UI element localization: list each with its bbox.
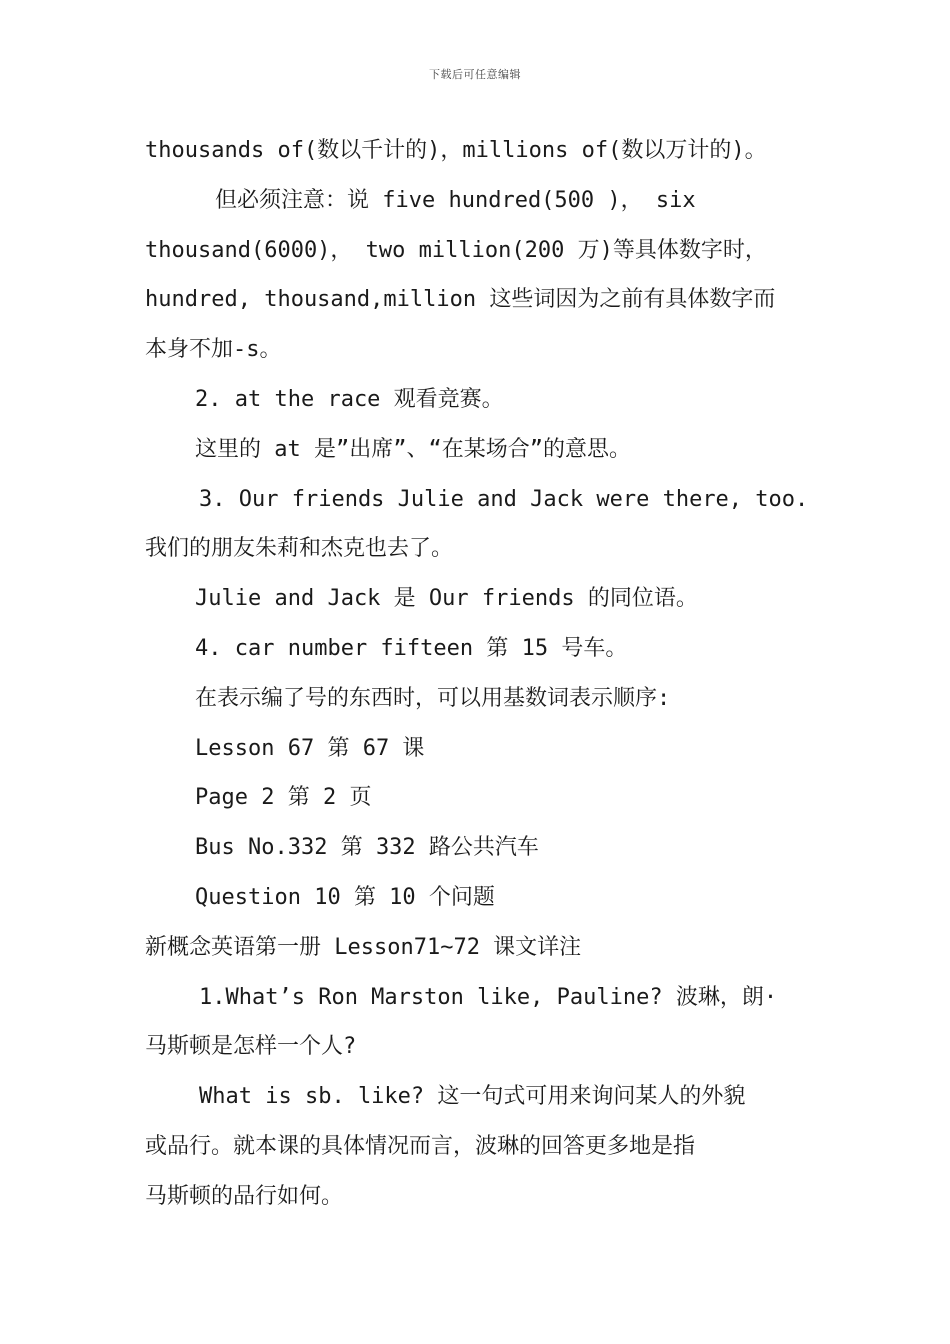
text-line: Bus No.332 第 332 路公共汽车 — [195, 835, 539, 861]
text-line: Question 10 第 10 个问题 — [195, 884, 495, 910]
text-line: 本身不加-s。 — [145, 337, 282, 363]
text-line: What is sb. like? 这一句式可用来询问某人的外貌 — [199, 1084, 746, 1110]
section-heading: 新概念英语第一册 Lesson71~72 课文详注 — [145, 934, 582, 960]
document-body — [145, 126, 813, 1222]
text-line: 2. at the race 观看竞赛。 — [195, 386, 504, 412]
text-line: 在表示编了号的东西时，可以用基数词表示顺序: — [195, 685, 671, 711]
text-line: 4. car number fifteen 第 15 号车。 — [195, 635, 628, 661]
text-line: 马斯顿的品行如何。 — [145, 1183, 344, 1209]
page-header-note: 下载后可任意编辑 — [429, 68, 521, 81]
text-line: 但必须注意：说 five hundred(500 )， six — [215, 187, 696, 213]
text-line: 马斯顿是怎样一个人? — [145, 1034, 357, 1060]
text-line: 这里的 at 是”出席”、“在某场合”的意思。 — [195, 436, 631, 462]
text-line: 3. Our friends Julie and Jack were there, too. — [199, 486, 809, 512]
text-line: 1.What’s Ron Marston like, Pauline? 波琳，朗· — [199, 984, 778, 1010]
text-line: hundred, thousand,million 这些词因为之前有具体数字而 — [145, 287, 776, 313]
text-line: thousand(6000)， two million(200 万)等具体数字时， — [145, 237, 767, 263]
text-line: 我们的朋友朱莉和杰克也去了。 — [145, 536, 454, 562]
text-line: Lesson 67 第 67 课 — [195, 735, 425, 761]
text-line: Page 2 第 2 页 — [195, 785, 372, 811]
text-line: Julie and Jack 是 Our friends 的同位语。 — [195, 586, 698, 612]
text-line: thousands of(数以千计的)，millions of(数以万计的)。 — [145, 138, 767, 163]
text-line: 或品行。就本课的具体情况而言，波琳的回答更多地是指 — [145, 1133, 696, 1159]
